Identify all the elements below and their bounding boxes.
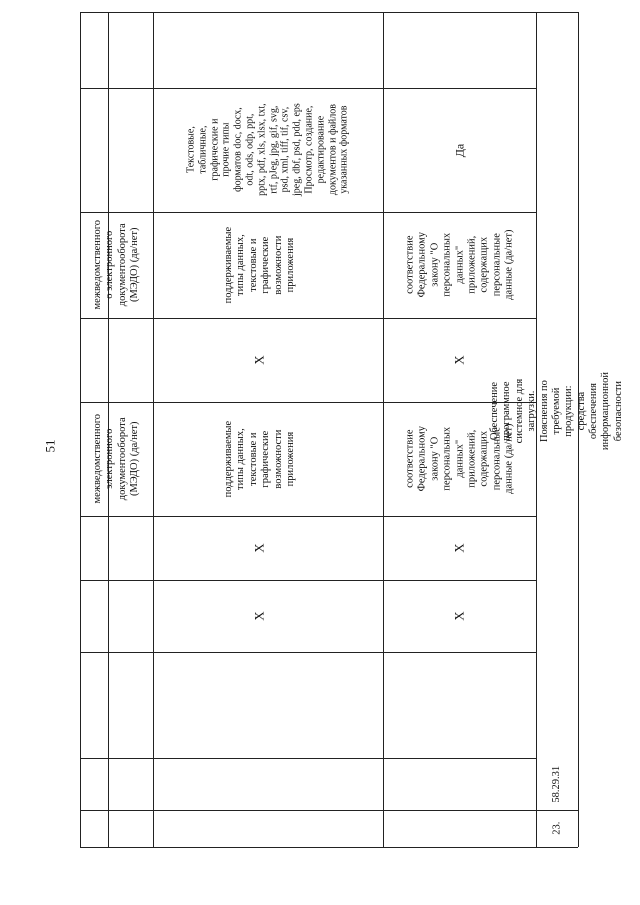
supported-types-cell-b (205, 212, 315, 318)
supported-types-text-b: поддерживаемые типы данных, текстовые и графические возможности приложения (222, 226, 296, 304)
answer-yes: Да (452, 143, 467, 157)
mark-x: X (451, 611, 467, 621)
table-line (153, 12, 154, 847)
row-number-cell (536, 810, 578, 847)
row-caption-cell (488, 12, 624, 810)
mark-cell (440, 318, 480, 402)
table-line (80, 12, 578, 13)
mark-x: X (451, 355, 467, 365)
supported-types-text: поддерживаемые типы данных, текстовые и графические возможности приложения (222, 420, 296, 498)
compliance-text-b: соответствие Федеральному закону "О персональных данных" приложений, содержащих персональные данные (да/нет) (404, 229, 515, 301)
mark-cell (440, 516, 480, 580)
supported-types-cell (205, 402, 315, 516)
row-code: 58.29.31 (550, 765, 562, 803)
medo-header-text: межведомственного электронного документооборота (МЭДО) (да/нет) (91, 414, 140, 504)
mark-cell (240, 580, 280, 652)
mark-cell (240, 516, 280, 580)
mark-x: X (251, 611, 267, 621)
answer-cell (430, 88, 490, 212)
mark-x: X (451, 543, 467, 553)
mark-cell (440, 580, 480, 652)
medo-header-cell-b (80, 212, 153, 318)
formats-cell (155, 88, 381, 212)
formats-text: Текстовые, табличные, графические и прочие типы форматов doc, docx, odt, ods, odp, ppt, pptx, pdf, xls, xlsx, txt, rtf, pJeg, jpg, gif, svg, psd, xml, tiff, tif, csv, jpeg, dbf, psd, pdd, eps Просмотр, создание, редактирование документов и файлов указанных форматов (185, 103, 350, 197)
mark-x: X (251, 355, 267, 365)
row-code-cell (536, 758, 578, 810)
page-number: 51 (42, 439, 58, 453)
mark-cell (240, 318, 280, 402)
compliance-cell-b (390, 212, 530, 318)
table-line (80, 758, 536, 759)
medo-header-text-b: межведомственного о электронного документооборота (МЭДО) (да/нет) (91, 220, 140, 310)
table-line (80, 810, 578, 811)
medo-header-cell (80, 402, 153, 516)
table-line (383, 12, 384, 847)
table-line (80, 847, 578, 848)
table-line (80, 652, 536, 653)
mark-x: X (251, 543, 267, 553)
compliance-text: соответствие Федеральному закону "О персональных данных" приложений, содержащих персональные данные (да/нет) (404, 423, 515, 495)
row-number: 23. (550, 821, 562, 836)
row-caption: Обеспечение программное системное для загрузки. Пояснения по требуемой продукции: средства обеспечения информационной безопасности (488, 371, 624, 451)
